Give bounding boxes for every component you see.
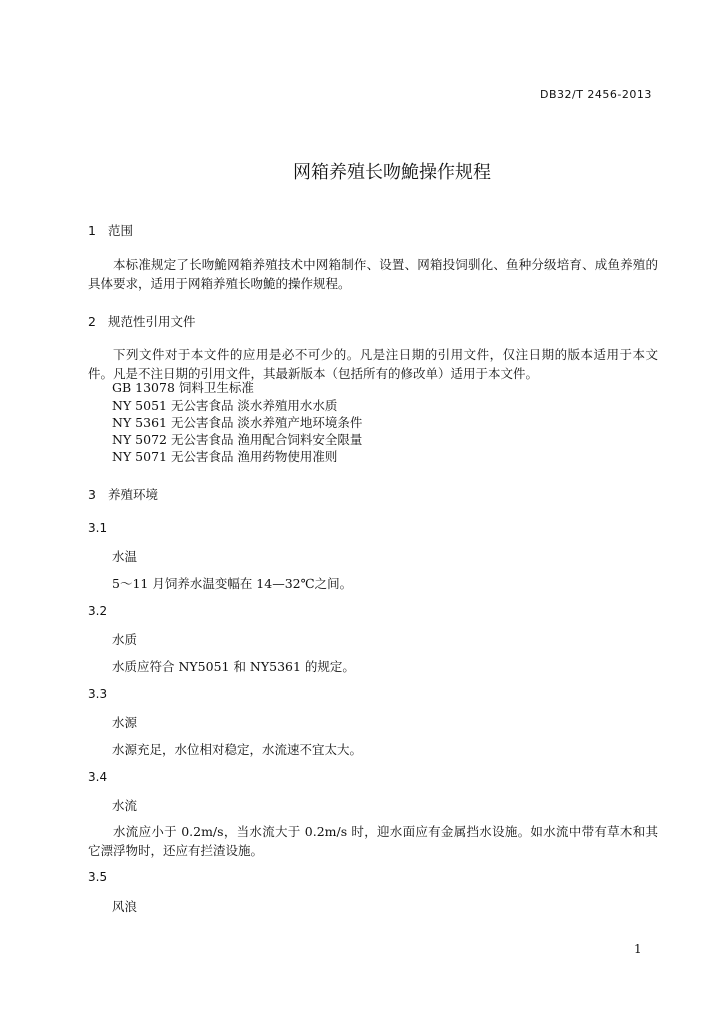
clause-title: 水流	[112, 798, 138, 813]
clause-title: 水温	[112, 549, 138, 564]
clause-text: 水流应小于 0.2m/s，当水流大于 0.2m/s 时，迎水面应有金属挡水设施。如水流中带有草木和其它漂浮物时，还应有拦渣设施。	[88, 824, 658, 858]
clause-title: 水源	[112, 715, 138, 730]
reference-item: NY 5051 无公害食品 淡水养殖用水水质	[112, 398, 338, 413]
section-number: 3	[88, 487, 96, 502]
clause-number: 3.5	[88, 870, 108, 884]
clause-text: 水质应符合 NY5051 和 NY5361 的规定。	[112, 659, 355, 674]
standard-code: DB32/T 2456-2013	[540, 88, 652, 101]
clause-number: 3.1	[88, 521, 108, 535]
clause-number: 3.3	[88, 687, 108, 701]
document-title: 网箱养殖长吻鮠操作规程	[293, 162, 491, 183]
section-2-heading	[88, 312, 196, 330]
section-number: 1	[88, 223, 96, 238]
clause-number: 3.4	[88, 770, 108, 784]
section-title: 规范性引用文件	[108, 314, 196, 329]
section-title: 养殖环境	[108, 487, 159, 502]
section-3-heading	[88, 485, 158, 503]
section-1-heading	[88, 221, 133, 239]
clause-title: 水质	[112, 632, 138, 647]
section-number: 2	[88, 314, 96, 329]
clause-text: 水源充足，水位相对稳定，水流速不宜太大。	[112, 742, 363, 757]
reference-item: GB 13078 饲料卫生标准	[112, 380, 254, 395]
page-number: 1	[634, 942, 642, 956]
clause-number: 3.2	[88, 604, 108, 618]
section-title: 范围	[108, 223, 134, 238]
reference-item: NY 5072 无公害食品 渔用配合饲料安全限量	[112, 432, 363, 447]
reference-item: NY 5071 无公害食品 渔用药物使用准则	[112, 449, 338, 464]
section-2-intro: 下列文件对于本文件的应用是必不可少的。凡是注日期的引用文件，仅注日期的版本适用于本文件。凡是不注日期的引用文件，其最新版本（包括所有的修改单）适用于本文件。	[88, 347, 658, 381]
clause-title: 风浪	[112, 899, 138, 914]
reference-item: NY 5361 无公害食品 淡水养殖产地环境条件	[112, 415, 363, 430]
clause-text: 5～11 月饲养水温变幅在 14—32℃之间。	[112, 576, 353, 591]
section-1-paragraph: 本标准规定了长吻鮠网箱养殖技术中网箱制作、设置、网箱投饲驯化、鱼种分级培育、成鱼养殖的具体要求，适用于网箱养殖长吻鮠的操作规程。	[88, 257, 658, 291]
